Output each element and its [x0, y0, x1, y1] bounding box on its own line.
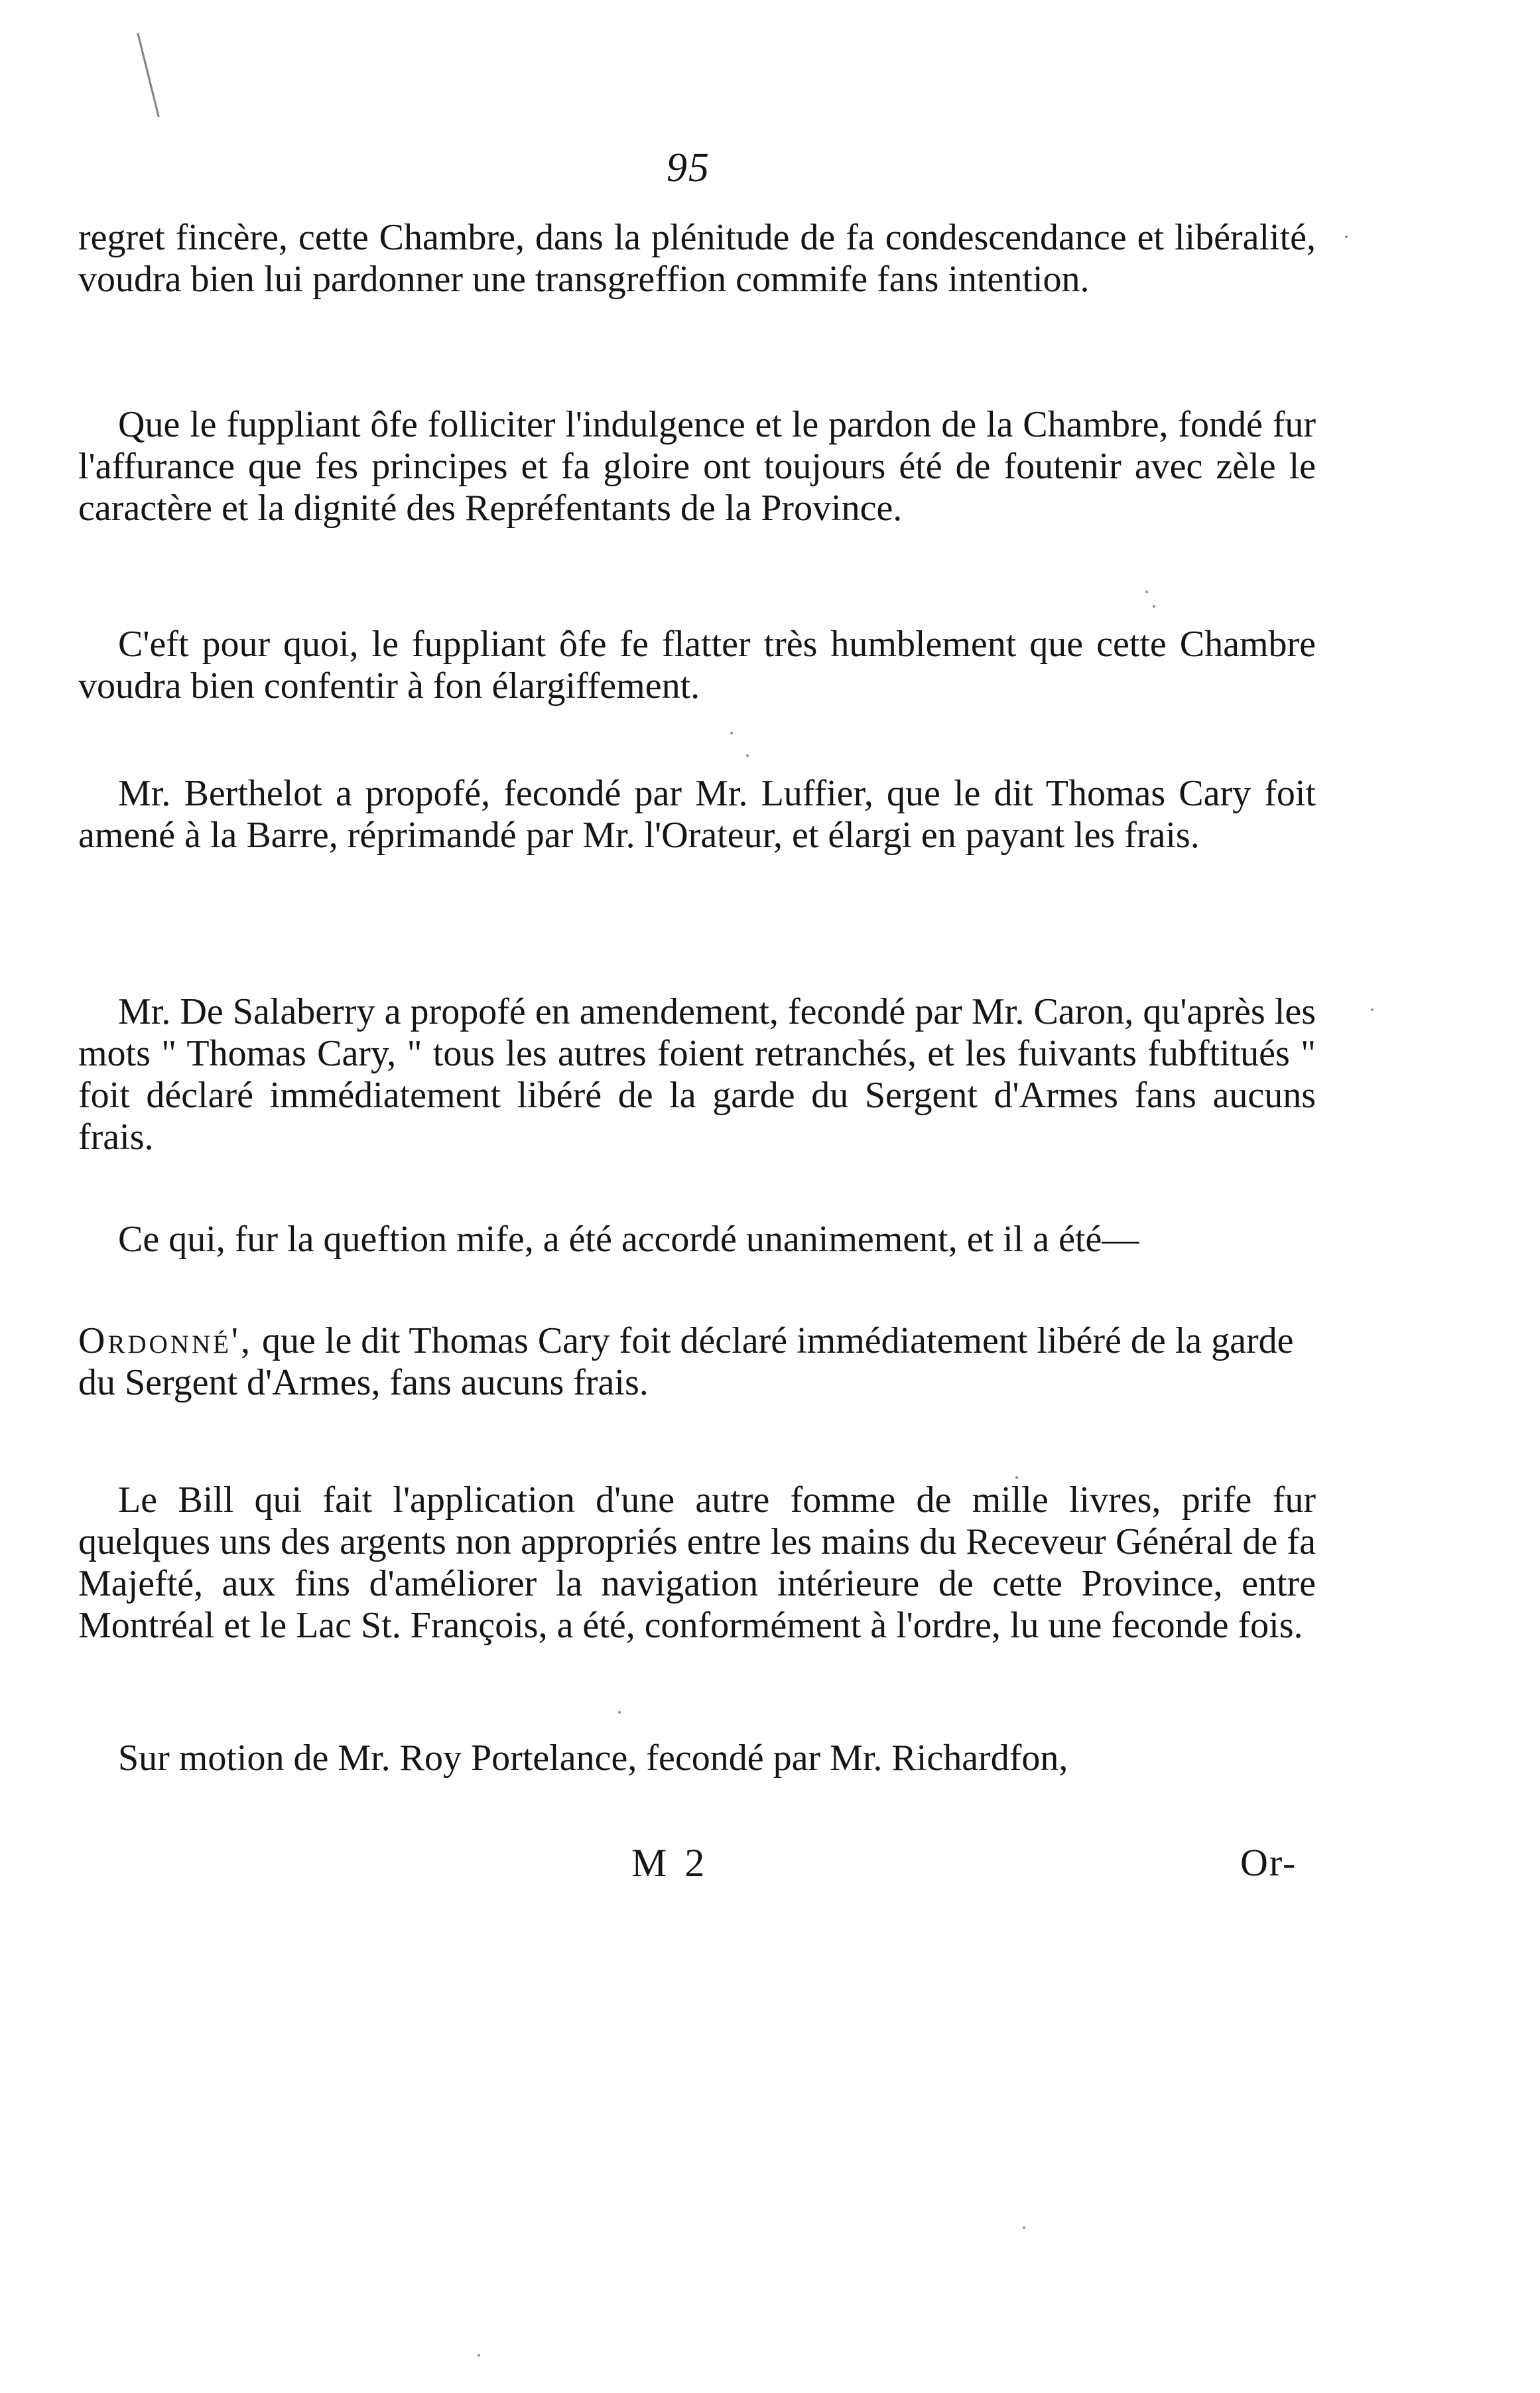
paragraph-petition-end: regret fincère, cette Chambre, dans la plénitude de fa condescendance et libéralité, voudra bien lui pardonner une transgreffion commife fans intention.	[78, 217, 1316, 300]
paragraph-vote-result: Ce qui, fur la queftion mife, a été accordé unanimement, et il a été—	[118, 1219, 1139, 1260]
paragraph-bill-reading: Le Bill qui fait l'application d'une autre fomme de mille livres, prife fur quelques uns des argents non appropriés entre les mains du Receveur Général de fa Majefté, aux fins d'améliorer la navigation intérieure de cette Province, entre Montréal et le Lac St. François, a été, conformément à l'ordre, lu une feconde fois.	[78, 1479, 1316, 1646]
speck	[1153, 605, 1155, 608]
order-text: que le dit Thomas Cary foit déclaré immédiatement libéré de la garde du Sergent d'Armes, fans aucuns frais.	[78, 1320, 1294, 1403]
speck	[478, 2354, 480, 2357]
catchword: Or-	[1240, 1841, 1297, 1884]
speck	[1015, 1476, 1018, 1479]
speck	[730, 732, 733, 734]
speck	[746, 754, 749, 757]
speck	[1345, 236, 1348, 238]
paragraph-release-request: C'eft pour quoi, le fuppliant ôfe fe flatter très humblement que cette Chambre voudra bien confentir à fon élargiffement.	[78, 624, 1316, 707]
paragraph-salaberry-amendment: Mr. De Salaberry a propofé en amendement, fecondé par Mr. Caron, qu'après les mots " Thomas Cary, " tous les autres foient retranchés, et les fuivants fubftitués " foit déclaré immédiatement libéré de la garde du Sergent d'Armes fans aucuns frais.	[78, 991, 1316, 1158]
speck	[1023, 2226, 1025, 2229]
order-paragraph	[78, 1320, 1316, 1404]
speck	[618, 1711, 621, 1714]
paragraph-berthelot-motion: Mr. Berthelot a propofé, fecondé par Mr. Luffier, que le dit Thomas Cary foit amené à la Barre, réprimandé par Mr. l'Orateur, et élargi en payant les frais.	[78, 773, 1316, 856]
speck	[1371, 1008, 1374, 1011]
ink-mark	[137, 33, 159, 117]
signature-mark: M 2	[631, 1841, 709, 1885]
speck	[1145, 590, 1148, 593]
page-number: 95	[667, 145, 710, 190]
paragraph-indulgence: Que le fuppliant ôfe folliciter l'indulgence et le pardon de la Chambre, fondé fur l'affurance que fes principes et fa gloire ont toujours été de foutenir avec zèle le caractère et la dignité des Repréfentants de la Province.	[78, 404, 1316, 529]
order-heading: Ordonné',	[78, 1320, 253, 1361]
paragraph-motion-start: Sur motion de Mr. Roy Portelance, fecondé par Mr. Richardfon,	[118, 1738, 1068, 1779]
